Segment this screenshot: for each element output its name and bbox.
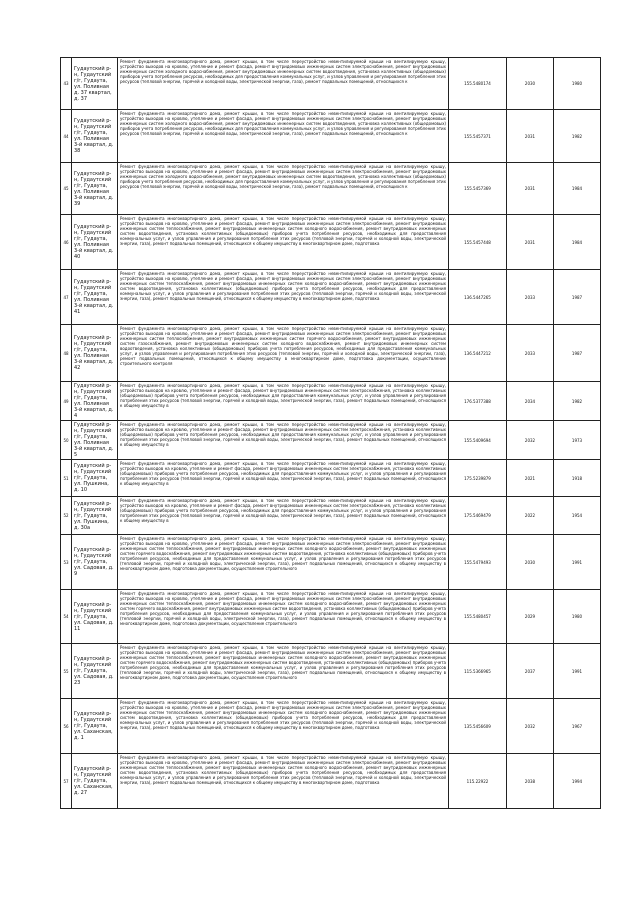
row-build-year: 1967 <box>554 699 601 754</box>
work-text: Ремонт фундамента многоквартирного дома, ремонт крыши, в том числе переустройство невентилируемой крыши на вентилируемую крышу, устройство выходов на кровлю, утепление и ремонт фасада, ремонт внутридомовых инженерных систем электроснабжения, ремонт внутридомовых инженерных систем холодного водоснабжения, ремонт внутридомовых инженерных систем водоотведения, установка коллективных (общедомовых) приборов учета потребления ресурсов, необходимых для предоставления коммунальных услуг, и узлов управления и регулирования потребления этих ресурсов (тепловой энергии, горячей и холодной воды, электрической энергии, газа), ремонт подвальных помещений, относящихся к <box>120 59 446 84</box>
row-work-description <box>118 382 449 421</box>
work-text: Ремонт фундамента многоквартирного дома, ремонт крыши, в том числе переустройство невентилируемой крыши на вентилируемую крышу, устройство выходов на кровлю, утепление и ремонт фасада, ремонт внутридомовых инженерных систем электроснабжения, ремонт внутридомовых инженерных систем холодного водоснабжения, ремонт внутридомовых инженерных систем водоотведения, установка коллективных (общедомовых) приборов учета потребления ресурсов, необходимых для предоставления коммунальных услуг, и узлов управления и регулирования потребления этих ресурсов (тепловой энергии, горячей и холодной воды, электрической энергии, газа), ремонт подвальных помещений, относящихся к <box>120 164 446 189</box>
row-build-year: 1980 <box>554 590 601 644</box>
row-build-year: 1984 <box>554 215 601 270</box>
row-address: Гудаутский р-н, Гудаутский г/г, Гудаута, ул. Садовая, д. 11 <box>72 590 118 644</box>
row-work-description <box>118 215 449 270</box>
row-work-description <box>118 497 449 535</box>
row-address: Гудаутский р-н, Гудаутский г/г, Гудаута, ул. Пушкина, д. 10 <box>72 460 118 497</box>
document-sheet <box>60 57 600 809</box>
row-planned-year: 2033 <box>507 325 554 382</box>
row-number: 57 <box>61 754 72 809</box>
row-address: Гудаутский р-н, Гудаутский г/г, Гудаута, ул. Поливная 3-й квартал, д. 39 <box>72 163 118 215</box>
table-row <box>61 163 601 215</box>
table-row <box>61 754 601 809</box>
row-cost: 136.5447265 <box>449 270 507 325</box>
work-text: Ремонт фундамента многоквартирного дома, ремонт крыши, в том числе переустройство невентилируемой крыши на вентилируемую крышу, устройство выходов на кровлю, утепление и ремонт фасада, ремонт внутридомовых инженерных систем электроснабжения, установка коллективных (общедомовых) приборов учета потребления ресурсов, необходимых для предоставления коммунальных услуг, и узлов управления и регулирования потребления этих ресурсов (тепловой энергии, горячей и холодной воды, электрической энергии, газа), ремонт подвальных помещений, относящихся к общему имуществу в <box>120 383 446 408</box>
row-number: 51 <box>61 460 72 497</box>
row-address: Гудаутский р-н, Гудаутский г/г, Гудаута, ул. Поливная 3-й квартал, д. 38 <box>72 110 118 163</box>
table-row <box>61 421 601 460</box>
row-planned-year: 2032 <box>507 699 554 754</box>
row-cost: 155.5457448 <box>449 215 507 270</box>
row-cost: 155.5479493 <box>449 535 507 590</box>
row-address: Гудаутский р-н, Гудаутский г/г, Гудаута, ул. Пушкина, д. 30а <box>72 497 118 535</box>
row-cost: 155.5409694 <box>449 421 507 460</box>
row-address: Гудаутский р-н, Гудаутский г/г, Гудаута, ул. Поливная 3-й квартал, д. 42 <box>72 325 118 382</box>
work-text: Ремонт фундамента многоквартирного дома, ремонт крыши, в том числе переустройство невентилируемой крыши на вентилируемую крышу, устройство выходов на кровлю, утепление и ремонт фасада, ремонт внутридомовых инженерных систем электроснабжения, установка коллективных (общедомовых) приборов учета потребления ресурсов, необходимых для предоставления коммунальных услуг, и узлов управления и регулирования потребления этих ресурсов (тепловой энергии, горячей и холодной воды, электрической энергии, газа), ремонт подвальных помещений, относящихся к общему имуществу в <box>120 498 446 523</box>
row-build-year: 1991 <box>554 535 601 590</box>
work-text: Ремонт фундамента многоквартирного дома, ремонт крыши, в том числе переустройство невентилируемой крыши на вентилируемую крышу, устройство выходов на кровлю, утепление и ремонт фасада, ремонт внутридомовых инженерных систем электроснабжения, ремонт внутридомовых инженерных систем теплоснабжения, ремонт внутридомовых инженерных систем холодного водоснабжения, ремонт внутридомовых инженерных систем горячего водоснабжения, ремонт внутридомовых инженерных систем водоотведения, установка коллективных (общедомовых) приборов учета потребления ресурсов, необходимых для предоставления коммунальных услуг, и узлов управления и регулирования потребления этих ресурсов (тепловой энергии, горячей и холодной воды, электрической энергии, газа), ремонт подвальных помещений, относящихся к общему имуществу в многоквартирном доме, подготовка документации, осуществление строительного <box>120 591 446 626</box>
row-build-year: 1982 <box>554 382 601 421</box>
row-number: 56 <box>61 699 72 754</box>
row-address: Гудаутский р-н, Гудаутский г/г, Гудаута, ул. Садовая, д. 23 <box>72 644 118 699</box>
work-text: Ремонт фундамента многоквартирного дома, ремонт крыши, в том числе переустройство невентилируемой крыши на вентилируемую крышу, устройство выходов на кровлю, утепление и ремонт фасада, ремонт внутридомовых инженерных систем электроснабжения, ремонт внутридомовых инженерных систем теплоснабжения, ремонт внутридомовых инженерных систем холодного водоснабжения, ремонт внутридомовых инженерных систем горячего водоснабжения, ремонт внутридомовых инженерных систем водоотведения, установка коллективных (общедомовых) приборов учета потребления ресурсов, необходимых для предоставления коммунальных услуг, и узлов управления и регулирования потребления этих ресурсов (тепловой энергии, горячей и холодной воды, электрической энергии, газа), ремонт подвальных помещений, относящихся к общему имуществу в многоквартирном доме, подготовка документации, осуществление строительного <box>120 536 446 571</box>
row-work-description <box>118 460 449 497</box>
row-number: 52 <box>61 497 72 535</box>
row-address: Гудаутский р-н, Гудаутский г/г, Гудаута, ул. Саханская, д. 27 <box>72 754 118 809</box>
row-build-year: 1991 <box>554 644 601 699</box>
row-planned-year: 2038 <box>507 754 554 809</box>
row-build-year: 1984 <box>554 163 601 215</box>
row-planned-year: 2031 <box>507 215 554 270</box>
row-cost: 135.5456609 <box>449 699 507 754</box>
row-planned-year: 2031 <box>507 110 554 163</box>
row-address: Гудаутский р-н, Гудаутский г/г, Гудаута, ул. Поливная д. 37 квартал, д. 37 <box>72 58 118 110</box>
row-work-description <box>118 163 449 215</box>
row-number: 53 <box>61 535 72 590</box>
row-build-year: 1918 <box>554 460 601 497</box>
work-text: Ремонт фундамента многоквартирного дома, ремонт крыши, в том числе переустройство невентилируемой крыши на вентилируемую крышу, устройство выходов на кровлю, утепление и ремонт фасада, ремонт внутридомовых инженерных систем электроснабжения, ремонт внутридомовых инженерных систем теплоснабжения, ремонт внутридомовых инженерных систем холодного водоснабжения, ремонт внутридомовых инженерных систем горячего водоснабжения, ремонт внутридомовых инженерных систем водоотведения, установка коллективных (общедомовых) приборов учета потребления ресурсов, необходимых для предоставления коммунальных услуг, и узлов управления и регулирования потребления этих ресурсов (тепловой энергии, горячей и холодной воды, электрической энергии, газа), ремонт подвальных помещений, относящихся к общему имуществу в многоквартирном доме, подготовка документации, осуществление строительного <box>120 645 446 680</box>
row-build-year: 1954 <box>554 497 601 535</box>
table-row <box>61 699 601 754</box>
row-number: 45 <box>61 163 72 215</box>
table-row <box>61 215 601 270</box>
row-cost: 115.22922 <box>449 754 507 809</box>
row-work-description <box>118 270 449 325</box>
row-work-description <box>118 535 449 590</box>
row-work-description <box>118 325 449 382</box>
row-cost: 176.5377388 <box>449 382 507 421</box>
row-build-year: 1994 <box>554 754 601 809</box>
row-number: 44 <box>61 110 72 163</box>
row-work-description <box>118 590 449 644</box>
table-row <box>61 58 601 110</box>
row-number: 46 <box>61 215 72 270</box>
row-cost: 175.5239879 <box>449 460 507 497</box>
row-cost: 136.5447212 <box>449 325 507 382</box>
row-number: 50 <box>61 421 72 460</box>
table-row <box>61 644 601 699</box>
work-text: Ремонт фундамента многоквартирного дома, ремонт крыши, в том числе переустройство невентилируемой крыши на вентилируемую крышу, устройство выходов на кровлю, утепление и ремонт фасада, ремонт внутридомовых инженерных систем электроснабжения, ремонт внутридомовых инженерных систем теплоснабжения, ремонт внутридомовых инженерных систем горячего водоснабжения, ремонт внутридомовых инженерных систем газоснабжения, ремонт внутридомовых инженерных систем холодного водоснабжения, ремонт внутридомовых инженерных систем водоотведения, установка коллективных (общедомовых) приборов учета потребления ресурсов, необходимых для предоставления коммунальных услуг, и узлов управления и регулирования потребления этих ресурсов (тепловой энергии, горячей и холодной воды, электрической энергии, газа), ремонт подвальных помещений, относящихся к общему имуществу в многоквартирном доме, подготовка документации, осуществление строительного контроля <box>120 326 446 366</box>
row-work-description <box>118 644 449 699</box>
row-number: 49 <box>61 382 72 421</box>
row-cost: 155.5457369 <box>449 163 507 215</box>
row-address: Гудаутский р-н, Гудаутский г/г, Гудаута, ул. Поливная 3-й квартал, д. 41 <box>72 270 118 325</box>
table-row <box>61 325 601 382</box>
row-address: Гудаутский р-н, Гудаутский г/г, Гудаута, ул. Садовая, д. 9 <box>72 535 118 590</box>
row-planned-year: 2037 <box>507 644 554 699</box>
row-address: Гудаутский р-н, Гудаутский г/г, Гудаута, ул. Поливная 3-й квартал, д. 40 <box>72 215 118 270</box>
row-cost: 155.5480457 <box>449 590 507 644</box>
row-cost: 155.5480174 <box>449 58 507 110</box>
table-body <box>61 58 601 809</box>
row-number: 47 <box>61 270 72 325</box>
row-planned-year: 2030 <box>507 535 554 590</box>
work-text: Ремонт фундамента многоквартирного дома, ремонт крыши, в том числе переустройство невентилируемой крыши на вентилируемую крышу, устройство выходов на кровлю, утепление и ремонт фасада, ремонт внутридомовых инженерных систем электроснабжения, ремонт внутридомовых инженерных систем холодного водоснабжения, ремонт внутридомовых инженерных систем водоотведения, установка коллективных (общедомовых) приборов учета потребления ресурсов, необходимых для предоставления коммунальных услуг, и узлов управления и регулирования потребления этих ресурсов (тепловой энергии, горячей и холодной воды, электрической энергии, газа), ремонт подвальных помещений, относящихся к <box>120 111 446 136</box>
table-row <box>61 270 601 325</box>
row-planned-year: 2031 <box>507 163 554 215</box>
work-text: Ремонт фундамента многоквартирного дома, ремонт крыши, в том числе переустройство невентилируемой крыши на вентилируемую крышу, устройство выходов на кровлю, утепление и ремонт фасада, ремонт внутридомовых инженерных систем электроснабжения, ремонт внутридомовых инженерных систем теплоснабжения, ремонт внутридомовых инженерных систем холодного водоснабжения, ремонт внутридомовых инженерных систем водоотведения, установка коллективных (общедомовых) приборов учета потребления ресурсов, необходимых для предоставления коммунальных услуг, и узлов управления и регулирования потребления этих ресурсов (тепловой энергии, горячей и холодной воды, электрической энергии, газа), ремонт подвальных помещений, относящихся к общему имуществу в многоквартирном доме, подготовка <box>120 700 446 730</box>
row-planned-year: 2022 <box>507 497 554 535</box>
row-cost: 155.5457371 <box>449 110 507 163</box>
work-text: Ремонт фундамента многоквартирного дома, ремонт крыши, в том числе переустройство невентилируемой крыши на вентилируемую крышу, устройство выходов на кровлю, утепление и ремонт фасада, ремонт внутридомовых инженерных систем электроснабжения, установка коллективных (общедомовых) приборов учета потребления ресурсов, необходимых для предоставления коммунальных услуг, и узлов управления и регулирования потребления этих ресурсов (тепловой энергии, горячей и холодной воды, электрической энергии, газа), ремонт подвальных помещений, относящихся к общему имуществу в <box>120 422 446 447</box>
row-build-year: 1987 <box>554 325 601 382</box>
row-planned-year: 2030 <box>507 58 554 110</box>
table-row <box>61 110 601 163</box>
work-text: Ремонт фундамента многоквартирного дома, ремонт крыши, в том числе переустройство невентилируемой крыши на вентилируемую крышу, устройство выходов на кровлю, утепление и ремонт фасада, ремонт внутридомовых инженерных систем электроснабжения, ремонт внутридомовых инженерных систем теплоснабжения, ремонт внутридомовых инженерных систем холодного водоснабжения, ремонт внутридомовых инженерных систем водоотведения, установка коллективных (общедомовых) приборов учета потребления ресурсов, необходимых для предоставления коммунальных услуг, и узлов управления и регулирования потребления этих ресурсов (тепловой энергии, горячей и холодной воды, электрической энергии, газа), ремонт подвальных помещений, относящихся к общему имуществу в многоквартирном доме, подготовка <box>120 755 446 785</box>
row-cost: 175.5469479 <box>449 497 507 535</box>
work-text: Ремонт фундамента многоквартирного дома, ремонт крыши, в том числе переустройство невентилируемой крыши на вентилируемую крышу, устройство выходов на кровлю, утепление и ремонт фасада, ремонт внутридомовых инженерных систем электроснабжения, ремонт внутридомовых инженерных систем теплоснабжения, ремонт внутридомовых инженерных систем холодного водоснабжения, ремонт внутридомовых инженерных систем водоотведения, установка коллективных (общедомовых) приборов учета потребления ресурсов, необходимых для предоставления коммунальных услуг, и узлов управления и регулирования потребления этих ресурсов (тепловой энергии, горячей и холодной воды, электрической энергии, газа), ремонт подвальных помещений, относящихся к общему имуществу в многоквартирном доме, подготовка <box>120 271 446 301</box>
row-work-description <box>118 699 449 754</box>
row-build-year: 1982 <box>554 110 601 163</box>
table-row <box>61 535 601 590</box>
table-row <box>61 460 601 497</box>
row-work-description <box>118 421 449 460</box>
table-row <box>61 497 601 535</box>
work-text: Ремонт фундамента многоквартирного дома, ремонт крыши, в том числе переустройство невентилируемой крыши на вентилируемую крышу, устройство выходов на кровлю, утепление и ремонт фасада, ремонт внутридомовых инженерных систем электроснабжения, установка коллективных (общедомовых) приборов учета потребления ресурсов, необходимых для предоставления коммунальных услуг, и узлов управления и регулирования потребления этих ресурсов (тепловой энергии, горячей и холодной воды, электрической энергии, газа), ремонт подвальных помещений, относящихся к общему имуществу в <box>120 461 446 486</box>
row-planned-year: 2033 <box>507 270 554 325</box>
row-build-year: 1980 <box>554 58 601 110</box>
row-number: 43 <box>61 58 72 110</box>
row-cost: 115.5366965 <box>449 644 507 699</box>
row-number: 48 <box>61 325 72 382</box>
row-number: 55 <box>61 644 72 699</box>
repair-program-table <box>60 57 601 809</box>
row-build-year: 1973 <box>554 421 601 460</box>
row-planned-year: 2029 <box>507 590 554 644</box>
row-work-description <box>118 58 449 110</box>
row-planned-year: 2032 <box>507 421 554 460</box>
row-planned-year: 2021 <box>507 460 554 497</box>
row-address: Гудаутский р-н, Гудаутский г/г, Гудаута, ул. Поливная 3-й квартал, д. 4 <box>72 382 118 421</box>
row-address: Гудаутский р-н, Гудаутский г/г, Гудаута, ул. Саханская, д. 1 <box>72 699 118 754</box>
row-address: Гудаутский р-н, Гудаутский г/г, Гудаута, ул. Поливная 3-й квартал, д. 5 <box>72 421 118 460</box>
row-build-year: 1987 <box>554 270 601 325</box>
work-text: Ремонт фундамента многоквартирного дома, ремонт крыши, в том числе переустройство невентилируемой крыши на вентилируемую крышу, устройство выходов на кровлю, утепление и ремонт фасада, ремонт внутридомовых инженерных систем электроснабжения, ремонт внутридомовых инженерных систем теплоснабжения, ремонт внутридомовых инженерных систем холодного водоснабжения, ремонт внутридомовых инженерных систем водоотведения, установка коллективных (общедомовых) приборов учета потребления ресурсов, необходимых для предоставления коммунальных услуг, и узлов управления и регулирования потребления этих ресурсов (тепловой энергии, горячей и холодной воды, электрической энергии, газа), ремонт подвальных помещений, относящихся к общему имуществу в многоквартирном доме, подготовка <box>120 216 446 246</box>
table-row <box>61 590 601 644</box>
row-work-description <box>118 110 449 163</box>
row-work-description <box>118 754 449 809</box>
table-row <box>61 382 601 421</box>
row-number: 54 <box>61 590 72 644</box>
row-planned-year: 2034 <box>507 382 554 421</box>
